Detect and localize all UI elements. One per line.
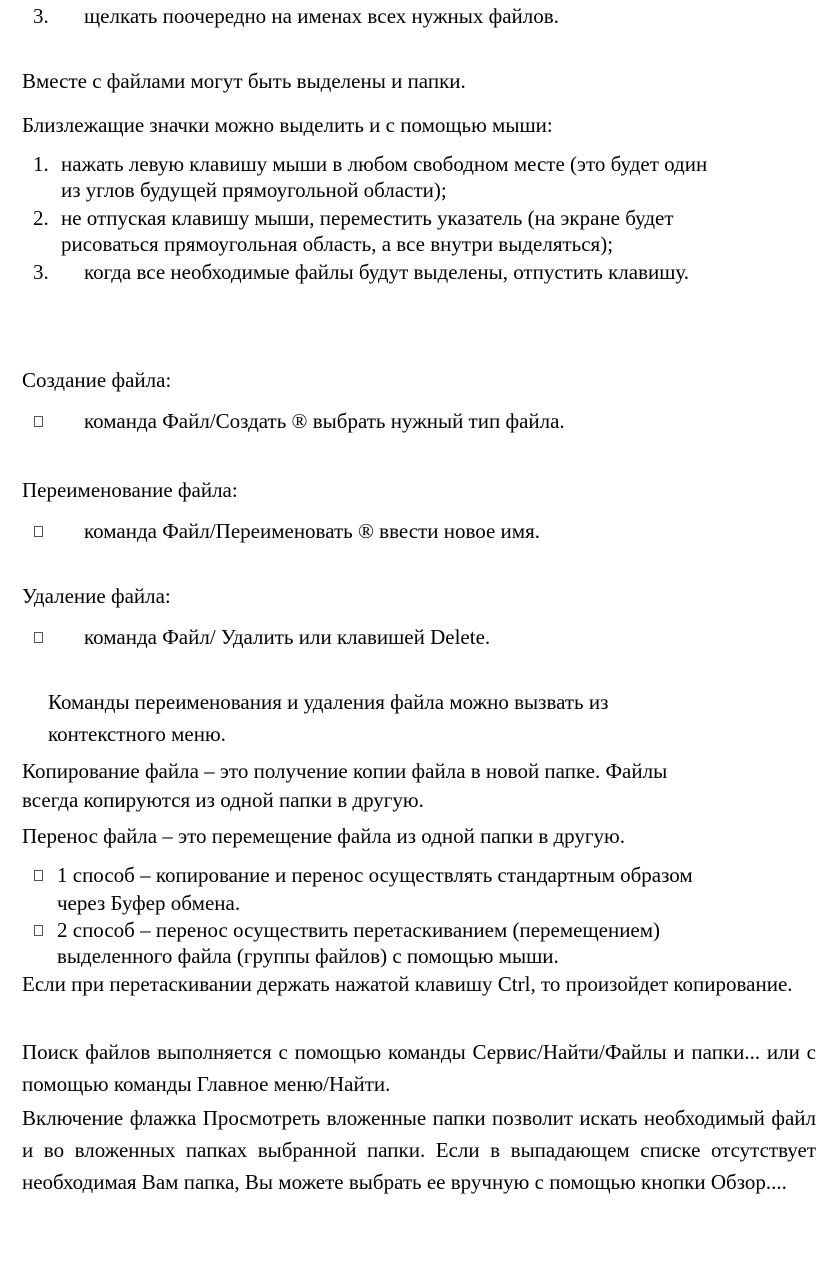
bullet-create: команда Файл/Создать ® выбрать нужный тип файла. xyxy=(84,409,565,433)
context-text-cont: контекстного меню. xyxy=(48,722,226,746)
bullet-box-icon xyxy=(34,632,43,643)
bullet-box-icon xyxy=(34,870,43,881)
paragraph-mouse: Близлежащие значки можно выделить и с помощью мыши: xyxy=(22,113,553,137)
step-number: 1. xyxy=(33,152,49,176)
context-text: Команды переименования и удаления файла можно вызвать из xyxy=(48,690,609,714)
step-text-cont: рисоваться прямоугольная область, а все внутри выделяться); xyxy=(61,232,614,256)
heading-delete: Удаление файла: xyxy=(22,584,171,608)
bullet-box-icon xyxy=(34,526,43,537)
bullet-box-icon xyxy=(34,925,43,936)
heading-create: Создание файла: xyxy=(22,368,172,392)
step-text: нажать левую клавишу мыши в любом свободном месте (это будет один xyxy=(61,152,708,176)
list-item-text: щелкать поочередно на именах всех нужных файлов. xyxy=(84,4,559,28)
method-1: 1 способ – копирование и перенос осуществлять стандартным образом xyxy=(57,863,693,887)
step-text-cont: из углов будущей прямоугольной области); xyxy=(61,178,447,202)
ctrl-paragraph: Если при перетаскивании держать нажатой клавишу Ctrl, то произойдет копирование. xyxy=(22,972,793,996)
paragraph-folders: Вместе с файлами могут быть выделены и папки. xyxy=(22,69,466,93)
method-2: 2 способ – перенос осуществить перетаскиванием (перемещением) xyxy=(57,918,661,942)
copy-definition: Копирование файла – это получение копии файла в новой папке. Файлы xyxy=(22,759,668,783)
flag-paragraph: Включение флажка Просмотреть вложенные папки позволит искать необходимый файл и во вложенных папках выбранной папки. Если в выпадающем списке отсутствует необходимая Вам папка, Вы можете выбрать ее вручную с помощью кнопки Обзор.... xyxy=(22,1106,816,1194)
step-number: 3. xyxy=(33,260,49,284)
move-definition: Перенос файла – это перемещение файла из одной папки в другую. xyxy=(22,824,625,848)
step-number: 2. xyxy=(33,206,49,230)
bullet-rename: команда Файл/Переименовать ® ввести новое имя. xyxy=(84,519,540,543)
search-paragraph: Поиск файлов выполняется с помощью команды Сервис/Найти/Файлы и папки... или с помощью команды Главное меню/Найти. xyxy=(22,1040,816,1096)
heading-rename: Переименование файла: xyxy=(22,478,238,502)
bullet-delete: команда Файл/ Удалить или клавишей Delete. xyxy=(84,625,491,649)
copy-definition-cont: всегда копируются из одной папки в другую. xyxy=(22,788,424,812)
step-text: не отпуская клавишу мыши, переместить указатель (на экране будет xyxy=(61,206,674,230)
bullet-box-icon xyxy=(34,416,43,427)
method-2-cont: выделенного файла (группы файлов) с помощью мыши. xyxy=(57,944,559,968)
method-1-cont: через Буфер обмена. xyxy=(57,891,241,915)
item-number: 3. xyxy=(33,4,49,28)
step-text: когда все необходимые файлы будут выделены, отпустить клавишу. xyxy=(84,260,690,284)
